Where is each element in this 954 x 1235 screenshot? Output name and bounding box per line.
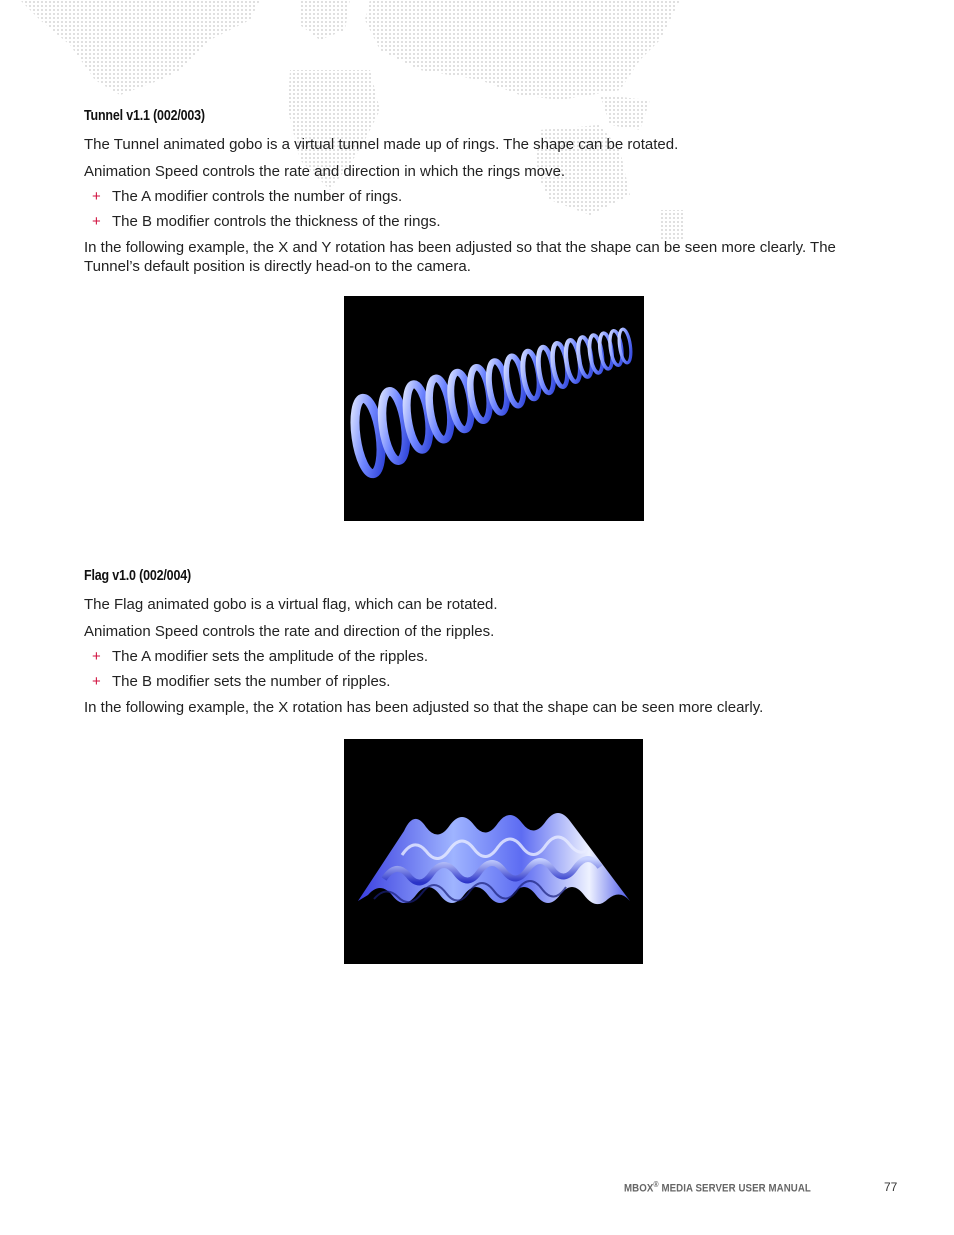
bullet-text: The A modifier controls the number of rings. [112,188,403,205]
bullet-plus-icon: + [92,188,101,205]
bullet-item [92,647,428,666]
bullet-text: The A modifier sets the amplitude of the ripples. [112,648,429,665]
tunnel-rings-graphic [344,296,644,521]
footer-manual-title: MEDIA SERVER USER MANUAL [658,1182,811,1195]
bullet-plus-icon: + [92,213,101,230]
registered-mark: ® [653,1180,659,1189]
footer-brand: MBOX [624,1182,654,1195]
paragraph-tunnel-example: In the following example, the X and Y rotation has been adjusted so that the shape can be seen more clearly. The Tunnel’s default position is directly head-on to the camera. [84,239,836,275]
tunnel-gobo-image [344,296,644,521]
flag-ripples-graphic [344,739,643,964]
paragraph-flag-intro: The Flag animated gobo is a virtual flag, which can be rotated. [84,596,498,613]
page-number: 77 [884,1180,898,1194]
paragraph-flag-example: In the following example, the X rotation has been adjusted so that the shape can be seen more clearly. [84,699,764,716]
paragraph-flag-speed: Animation Speed controls the rate and direction of the ripples. [84,623,495,640]
paragraph-tunnel-intro: The Tunnel animated gobo is a virtual tunnel made up of rings. The shape can be rotated. [84,136,679,153]
bullet-text: The B modifier controls the thickness of the rings. [112,213,441,230]
bullet-item [92,187,402,206]
section-heading-tunnel: Tunnel v1.1 (002/003) [84,108,205,124]
bullet-item [92,212,440,231]
bullet-plus-icon: + [92,673,101,690]
bullet-plus-icon: + [92,648,101,665]
bullet-text: The B modifier sets the number of ripples. [112,673,391,690]
paragraph-tunnel-speed: Animation Speed controls the rate and direction in which the rings move. [84,163,566,180]
bullet-item [92,672,390,691]
flag-gobo-image [344,739,643,964]
section-heading-flag: Flag v1.0 (002/004) [84,568,191,584]
footer-title [624,1180,811,1195]
